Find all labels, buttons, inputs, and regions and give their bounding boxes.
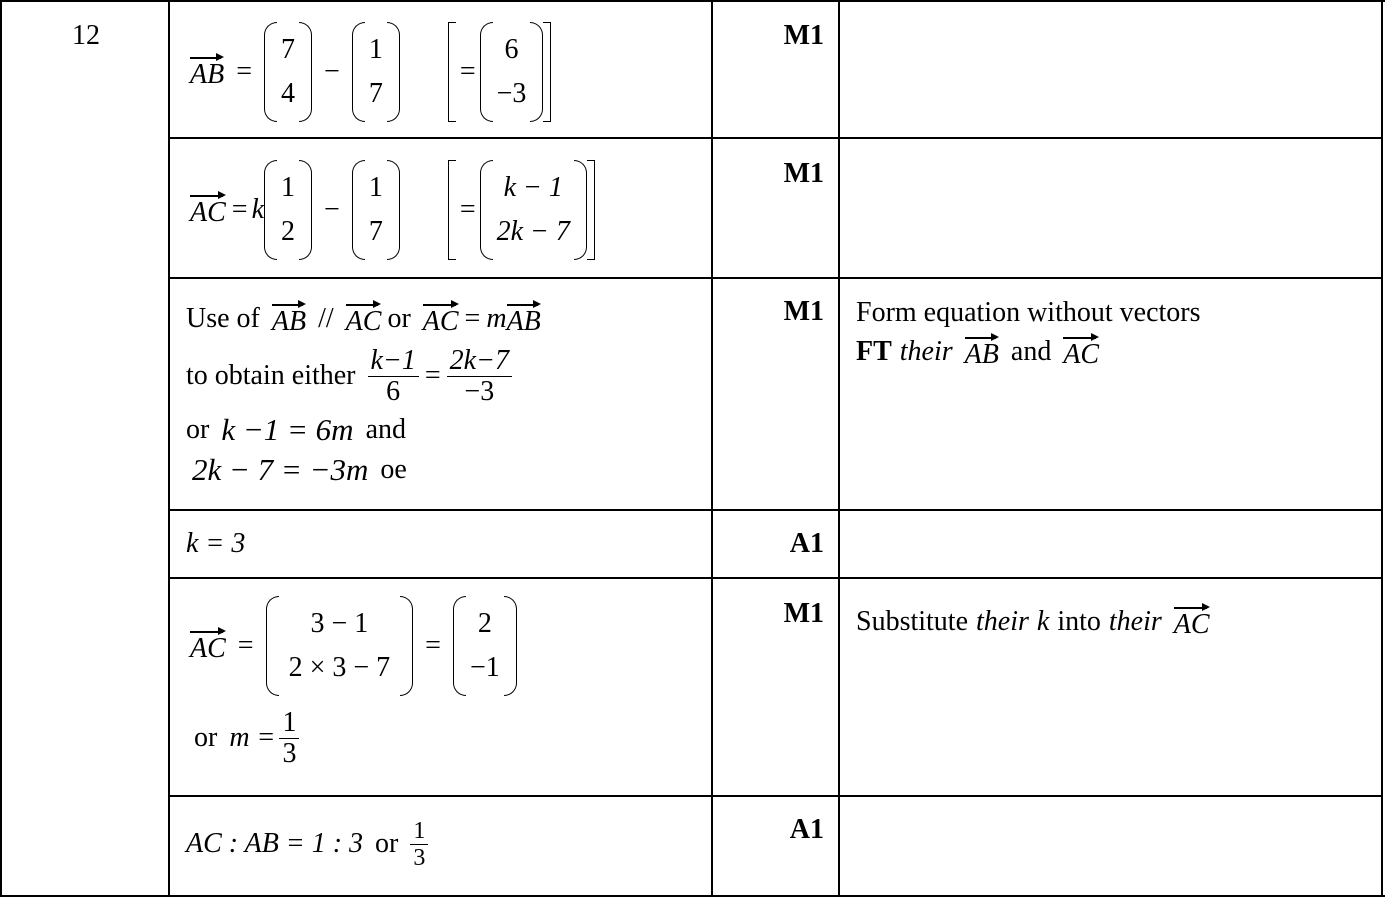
column-divider-1 xyxy=(168,0,170,897)
column-divider-2 xyxy=(711,0,713,897)
row-divider xyxy=(168,577,1383,579)
row-divider xyxy=(168,795,1383,797)
answer-row-4: k = 3 xyxy=(186,528,246,559)
answer-row-5: AC = 3 − 1 2 × 3 − 7 = 2 −1 or m = $\frac{1}{3}$ xyxy=(190,596,710,778)
bracketed-result: = 6 −3 xyxy=(448,22,552,122)
column-vector: 1 7 xyxy=(352,22,400,122)
fraction: $\frac{k-1}{6}$ xyxy=(368,346,419,407)
row-divider xyxy=(168,509,1383,511)
column-vector: 7 4 xyxy=(264,22,312,122)
vector-ab: AB xyxy=(507,300,541,338)
question-number: 12 xyxy=(72,20,100,51)
fraction: $\frac{1}{3}$ xyxy=(410,818,428,871)
bracketed-result: = k − 1 2k − 7 xyxy=(448,160,595,260)
row-divider xyxy=(168,137,1383,139)
vector-ac: AC xyxy=(1174,603,1210,641)
mark-code: A1 xyxy=(789,814,824,845)
vector-ac: AC xyxy=(190,627,226,665)
mark-code: A1 xyxy=(789,528,824,559)
vector-ac: AC xyxy=(423,300,459,338)
answer-row-3: Use of AB // AC or AC = m AB to obtain either $\frac{k-1}{6}$ = $\frac{2k-7}{-3}$ or k −1 = 6m and 2k − 7 = −3m oe xyxy=(186,296,706,490)
table-border-bottom xyxy=(0,895,1385,897)
table-border-left xyxy=(0,0,2,897)
minus-sign: − xyxy=(324,56,340,87)
table-border-top xyxy=(0,0,1385,2)
column-divider-3 xyxy=(838,0,840,897)
column-vector: 1 2 xyxy=(264,160,312,260)
mark-code: M1 xyxy=(783,20,824,51)
vector-ac: AC xyxy=(190,191,226,229)
column-vector: 2 −1 xyxy=(453,596,517,696)
vector-ac: AC xyxy=(1063,333,1099,371)
mark-code: M1 xyxy=(783,598,824,629)
guidance-row-3: Form equation without vectors FT their AB and AC xyxy=(856,297,1201,370)
guidance-row-5: Substitute their k into their AC xyxy=(856,600,1210,644)
vector-ab: AB xyxy=(190,53,224,91)
vector-ac: AC xyxy=(346,300,382,338)
equals-sign: = xyxy=(236,56,253,87)
table-border-right xyxy=(1381,0,1383,897)
mark-code: M1 xyxy=(783,158,824,189)
vector-ab: AB xyxy=(965,333,999,371)
row-divider xyxy=(168,277,1383,279)
column-vector: 1 7 xyxy=(352,160,400,260)
mark-code: M1 xyxy=(783,296,824,327)
answer-row-6: AC : AB = 1 : 3 or $\frac{1}{3}$ xyxy=(186,814,428,874)
answer-row-1 xyxy=(190,22,551,122)
answer-row-2: AC = k 1 2 − 1 7 = k − 1 2k − 7 xyxy=(190,160,595,260)
vector-ab: AB xyxy=(272,300,306,338)
fraction: $\frac{2k-7}{-3}$ xyxy=(447,346,512,407)
column-vector: 3 − 1 2 × 3 − 7 xyxy=(266,596,414,696)
fraction: $\frac{1}{3}$ xyxy=(279,708,299,769)
